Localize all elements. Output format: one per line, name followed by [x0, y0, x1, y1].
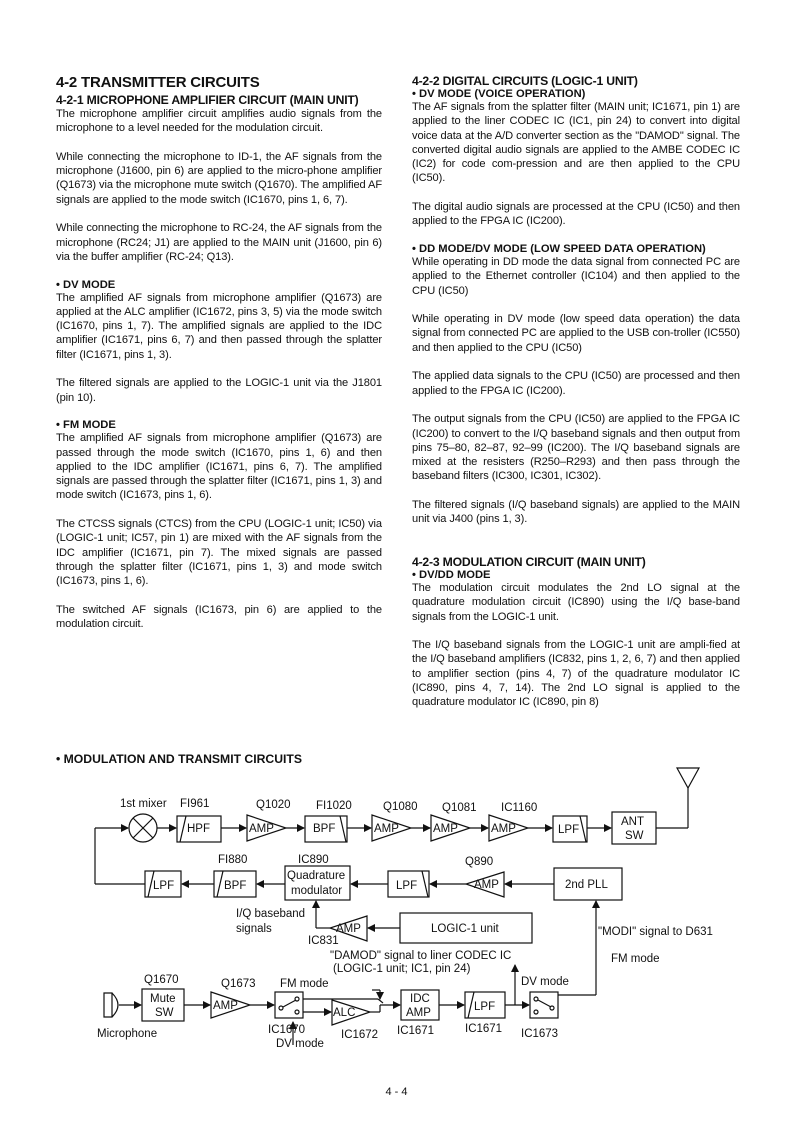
idc-text: IDC — [410, 993, 430, 1005]
dv-voice-heading: • DV MODE (VOICE OPERATION) — [412, 88, 586, 100]
lpf-row2-left-block — [145, 871, 181, 897]
lpf-text: LPF — [474, 1001, 496, 1013]
q1670-label: Q1670 — [144, 974, 179, 986]
lpf-ic1671-block — [465, 992, 505, 1018]
mute-text: Mute — [150, 993, 176, 1005]
amp-q1020 — [247, 815, 286, 841]
hpf-text: HPF — [187, 823, 210, 835]
antenna-icon — [677, 768, 699, 788]
ant-sw-block — [612, 812, 656, 844]
damod-sub-label: (LOGIC-1 unit; IC1, pin 24) — [333, 963, 471, 975]
paragraph: While connecting the microphone to RC-24, the AF signals from the microphone (RC24; J1) are applied to the MAIN unit (J1600, pin 6) via the buffer amplifier (RC-24; Q13). — [56, 222, 382, 263]
mic-amp-heading: 4-2-1 MICROPHONE AMPLIFIER CIRCUIT (MAIN UNIT) — [56, 93, 359, 107]
left-column — [56, 74, 382, 646]
amp-q1673 — [211, 992, 250, 1018]
pll-text: 2nd PLL — [565, 879, 608, 891]
paragraph: The output signals from the CPU (IC50) are applied to the FPGA IC (IC200) to convert to the I/Q baseband signals and then output from pins 75–80, 82–87, 92–99 (IC200). The I/Q baseband signals are mixed at the resisters (R250–R293) and then pass through the baseband filters (IC300, IC301, IC302). — [412, 413, 740, 483]
amp-text: AMP — [213, 1000, 238, 1012]
paragraph: The filtered signals (I/Q baseband signals) are applied to the MAIN unit via J400 (pins 1, 3). — [412, 499, 740, 526]
amp-q890 — [466, 872, 504, 897]
dv-mode-label: DV mode — [521, 976, 569, 988]
signals-label: signals — [236, 923, 272, 935]
paragraph: The amplified AF signals from microphone amplifier (Q1673) are passed through the mode switch (IC1670, pins 1, 6) and then applied to the IDC amplifier (IC1671, pins 6, 7). The amplified signals are passed through the splatter filter (IC1671, pins 1, 3) and mode switch (IC1673, pins 1, 6). — [56, 432, 382, 502]
logic-1-unit-block — [400, 913, 532, 943]
paragraph: The applied data signals to the CPU (IC50) are processed and then applied to the FPGA IC (IC200). — [412, 370, 740, 397]
lpf-text: LPF — [153, 880, 175, 892]
paragraph: The I/Q baseband signals from the LOGIC-1 unit are ampli-fied at the I/Q baseband amplifiers (IC832, pins 1, 2, 6, 7) and then applied to amplifier section (pins 4, 7) of the quadrature modulator IC (IC890, pins 4, 7, 14). The 2nd LO signal is applied to the quadrature modulator IC (IC890, pin 8) — [412, 639, 740, 709]
amp-alc-ic1672 — [332, 1000, 370, 1025]
amp-text: AMP — [474, 879, 499, 891]
ic1160-label: IC1160 — [501, 802, 538, 814]
q890-label: Q890 — [465, 856, 494, 868]
amp-q1081 — [431, 815, 470, 841]
hpf-block — [177, 816, 221, 842]
dv-mode-switch-label: DV mode — [276, 1038, 324, 1050]
paragraph: The CTCSS signals (CTCS) from the CPU (LOGIC-1 unit; IC50) via (LOGIC-1 unit; IC57, pin 1) are mixed with the AF signals from the IDC amplifier (IC1671, pin 7). The mixed signals are passed through the splatter filter (IC1671, pins 1, 3) and mode switch (IC1673, pins 1, 6). — [56, 518, 382, 588]
damod-label: "DAMOD" signal to liner CODEC IC — [330, 950, 512, 962]
paragraph: While operating in DV mode (low speed data operation) the data signal from connected PC are applied to the USB con-troller (IC550) and then applied to the CPU (IC50) — [412, 313, 740, 354]
idc-amp-block — [401, 990, 439, 1020]
fi961-label: FI961 — [180, 798, 210, 810]
dd-mode-heading: • DD MODE/DV MODE (LOW SPEED DATA OPERATION) — [412, 242, 706, 255]
ic1671-label: IC1671 — [397, 1025, 435, 1037]
amp-text: AMP — [406, 1007, 431, 1019]
mute-sw-block — [142, 989, 184, 1021]
fi880-label: FI880 — [218, 854, 248, 866]
section-title: 4-2 TRANSMITTER CIRCUITS — [56, 74, 260, 91]
bpf-text: BPF — [313, 823, 336, 835]
q1081-label: Q1081 — [442, 802, 477, 814]
ic1670-label: IC1670 — [268, 1024, 306, 1036]
quadrature-text: Quadrature — [287, 870, 346, 882]
ant-text: ANT — [621, 816, 644, 828]
q1673-label: Q1673 — [221, 978, 256, 990]
mixer-label: 1st mixer — [120, 798, 167, 810]
fi1020-label: FI1020 — [316, 800, 352, 812]
modi-label: "MODI" signal to D631 — [598, 926, 713, 938]
mixer-symbol — [129, 814, 157, 842]
lpf-text: LPF — [396, 880, 418, 892]
ic1671-label: IC1671 — [465, 1023, 503, 1035]
quadrature-modulator-block — [285, 866, 350, 900]
paragraph: The amplified AF signals from microphone amplifier (Q1673) are applied at the ALC amplifier (IC1672, pins 3, 5) via the mode switch (IC1670, pins 1, 7). The amplified signals are applied to the IDC amplifier (IC1671, pins 6, 7) and then passed through the splatter filter (IC1671, pins 1, 3). — [56, 291, 382, 361]
amp-text: AMP — [491, 823, 516, 835]
sw-text: SW — [155, 1007, 174, 1019]
paragraph: While operating in DD mode the data signal from connected PC are applied to the Ethernet controller (IC104) and then applied to the CPU (IC50) — [412, 255, 740, 297]
amp-q1080 — [372, 815, 411, 841]
ic890-label: IC890 — [298, 854, 329, 866]
paragraph: The microphone amplifier circuit amplifies audio signals from the microphone to a level needed for the modulation circuit. — [56, 108, 382, 135]
page-number: 4 - 4 — [385, 1086, 408, 1098]
q1020-label: Q1020 — [256, 799, 291, 811]
paragraph: The modulation circuit modulates the 2nd LO signal at the quadrature modulation circuit (IC890) using the I/Q base-band signals from the LOGIC-1 unit. — [412, 581, 740, 623]
amp-text: AMP — [249, 823, 274, 835]
paragraph: While connecting the microphone to ID-1, the AF signals from the microphone (J1600, pin 6) are applied to the micro-phone amplifier (Q1673) via the microphone mute switch (Q1670). The amplified AF signals are applied to the mode switch (IC1670, pins 1, 6, 7). — [56, 150, 382, 206]
microphone-icon — [104, 993, 118, 1017]
mode-switch-ic1673 — [530, 992, 558, 1018]
mode-switch-ic1670 — [275, 992, 303, 1018]
iq-baseband-label: I/Q baseband — [236, 908, 306, 920]
lpf-row1-block — [553, 816, 587, 842]
paragraph: The switched AF signals (IC1673, pin 6) are applied to the modulation circuit. — [56, 603, 382, 631]
lpf-text: LPF — [558, 824, 580, 836]
amp-text: AMP — [374, 823, 399, 835]
fm-mode-switch-label: FM mode — [280, 978, 329, 990]
ic1672-label: IC1672 — [341, 1029, 379, 1041]
modulator-text: modulator — [291, 885, 343, 897]
pll-block — [554, 868, 622, 900]
lpf-row2-block — [388, 871, 429, 897]
ic1673-label: IC1673 — [521, 1028, 559, 1040]
amp-text: AMP — [433, 823, 458, 835]
bpf-fi1020-block — [305, 816, 347, 842]
paragraph: The digital audio signals are processed at the CPU (IC50) and then applied to the FPGA IC (IC200). — [412, 201, 740, 228]
microphone-label: Microphone — [97, 1028, 158, 1040]
amp-ic1160 — [489, 815, 528, 841]
paragraph: The filtered signals are applied to the LOGIC-1 unit via the J1801 (pin 10). — [56, 377, 382, 404]
alc-text: ALC — [333, 1007, 356, 1019]
digital-circuits-heading: 4-2-2 DIGITAL CIRCUITS (LOGIC-1 UNIT) — [412, 74, 638, 88]
q1080-label: Q1080 — [383, 801, 418, 813]
bpf-fi880-block — [214, 871, 256, 897]
paragraph: The AF signals from the splatter filter (MAIN unit; IC1671, pin 1) are applied to the liner CODEC IC (IC1, pin 24) to convert into digital voice data at the A/D converter section as the "DAMOD" signal. The converted digital audio signals are applied to the AMBE CODEC IC (IC2) for code com-pression and are then applied to the CPU (IC50). — [412, 101, 740, 185]
right-column — [412, 74, 740, 724]
ic831-label: IC831 — [308, 935, 339, 947]
amp-text: AMP — [336, 923, 361, 935]
sw-text: SW — [625, 830, 644, 842]
dv-mode-heading: • DV MODE — [56, 278, 116, 291]
diagram-title: • MODULATION AND TRANSMIT CIRCUITS — [56, 752, 302, 766]
bpf-text: BPF — [224, 880, 247, 892]
amp-ic831 — [330, 916, 367, 941]
logic-text: LOGIC-1 unit — [431, 923, 499, 935]
modulation-circuit-heading: 4-2-3 MODULATION CIRCUIT (MAIN UNIT) — [412, 554, 646, 569]
fm-mode-label: FM mode — [611, 953, 660, 965]
fm-mode-heading: • FM MODE — [56, 419, 116, 432]
dvdd-mode-heading: • DV/DD MODE — [412, 568, 491, 581]
